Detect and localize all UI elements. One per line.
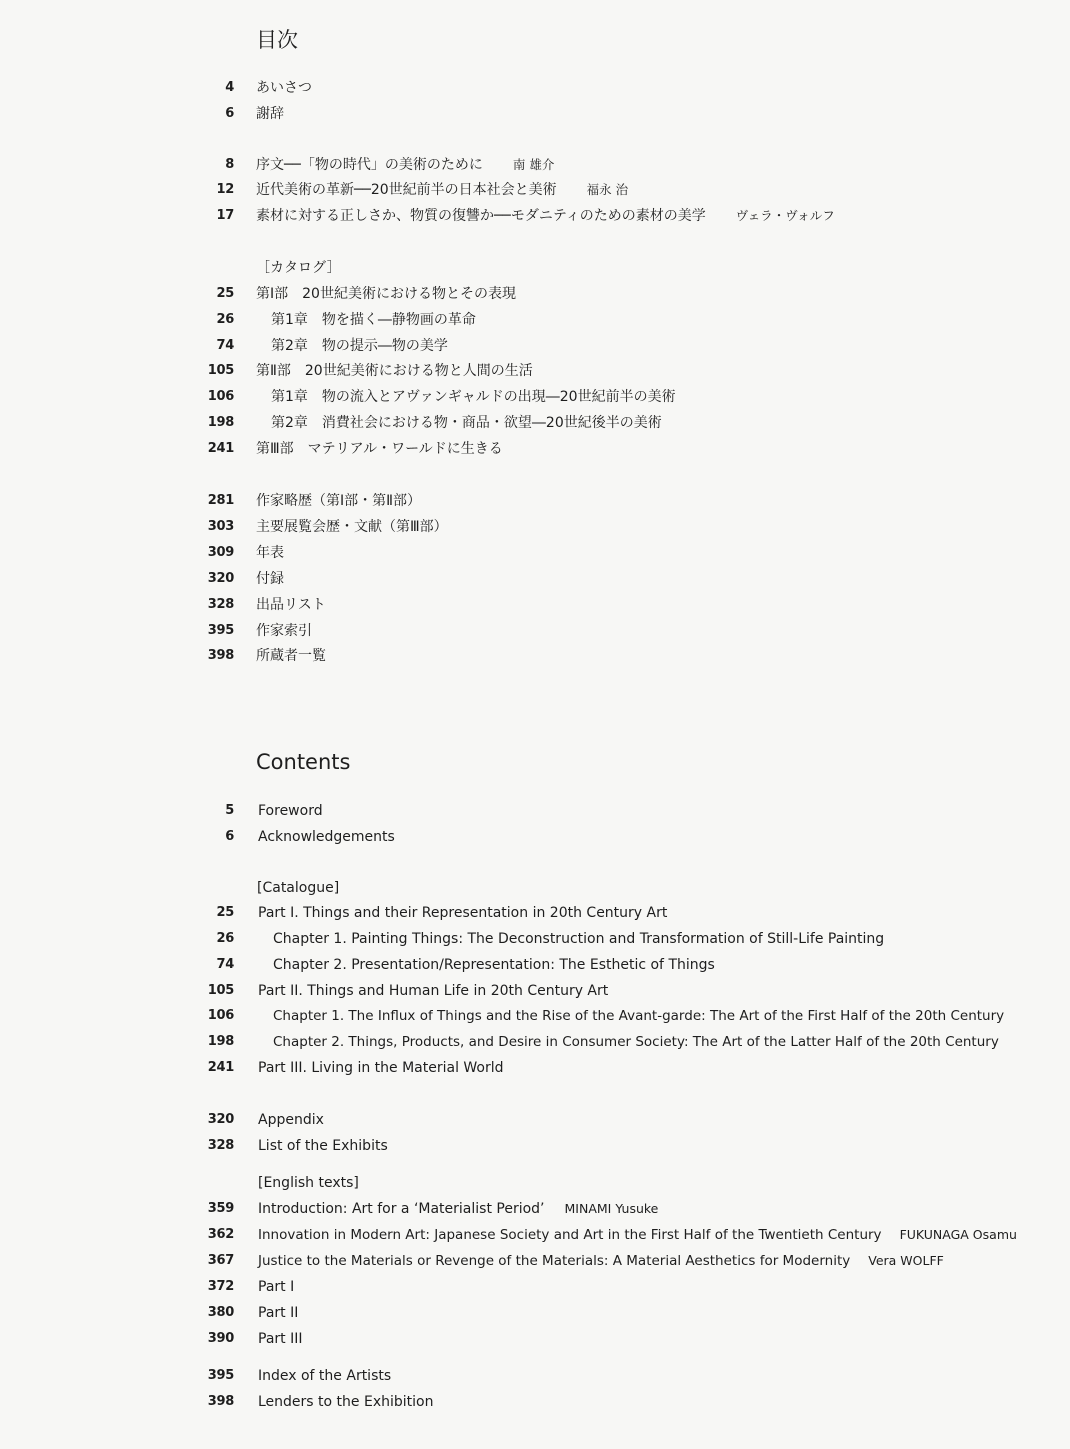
page-number: 395 — [207, 623, 234, 638]
entry-title: Chapter 2. Things, Products, and Desire in Consumer Society: The Art of the Latter Half of the 20th Century — [273, 1034, 999, 1050]
entry-title: Part I — [258, 1279, 295, 1295]
toc-entry[interactable] — [0, 801, 1070, 821]
entry-title: Part III. Living in the Material World — [258, 1060, 504, 1076]
entry-title: 第2章 物の提示―物の美学 — [271, 338, 448, 354]
page-number: 198 — [207, 1034, 234, 1049]
entry-author: 南 雄介 — [512, 157, 555, 172]
entry-author: ヴェラ・ヴォルフ — [735, 208, 835, 223]
toc-entry[interactable] — [0, 1329, 1070, 1349]
entry-title: Chapter 1. The Influx of Things and the Rise of the Avant-garde: The Art of the First Half of the 20th Century — [273, 1008, 1005, 1024]
entry-author: FUKUNAGA Osamu — [899, 1227, 1017, 1242]
page-number: 309 — [207, 545, 234, 560]
toc-entry[interactable] — [0, 336, 1070, 356]
page-number: 398 — [207, 1394, 234, 1409]
page-number: 395 — [207, 1368, 234, 1383]
entry-title: 所蔵者一覧 — [256, 648, 326, 664]
entry-title: 年表 — [256, 545, 284, 561]
entry-title: Introduction: Art for a ‘Materialist Period’ MINAMI Yusuke — [258, 1201, 659, 1217]
toc-entry[interactable] — [0, 827, 1070, 847]
entry-title: List of the Exhibits — [258, 1138, 388, 1154]
entry-author: 福永 治 — [586, 182, 629, 197]
catalogue-label-en: [Catalogue] — [257, 880, 340, 896]
entry-title: Acknowledgements — [258, 829, 395, 845]
entry-title: Part III — [258, 1331, 303, 1347]
page-number: 25 — [216, 905, 234, 920]
page-number: 362 — [207, 1227, 234, 1242]
entry-title: Lenders to the Exhibition — [258, 1394, 434, 1410]
toc-entry[interactable] — [0, 1110, 1070, 1130]
page-number: 359 — [207, 1201, 234, 1216]
entry-title: Innovation in Modern Art: Japanese Society and Art in the First Half of the Twentieth Century FUKUNAGA Osamu — [258, 1227, 1017, 1243]
toc-entry[interactable] — [0, 1303, 1070, 1323]
entry-title: Chapter 2. Presentation/Representation: The Esthetic of Things — [273, 957, 715, 973]
page-number: 8 — [225, 157, 234, 172]
entry-title: 序文──「物の時代」の美術のために 南 雄介 — [256, 157, 555, 173]
page-number: 4 — [225, 80, 234, 95]
toc-entry[interactable] — [0, 1251, 1070, 1271]
toc-entry[interactable] — [0, 595, 1070, 615]
entry-title: 第Ⅱ部 20世紀美術における物と人間の生活 — [256, 363, 533, 379]
entry-title: あいさつ — [256, 80, 312, 96]
entry-title: Chapter 1. Painting Things: The Deconstruction and Transformation of Still-Life Painting — [273, 931, 885, 947]
entry-title: 第Ⅲ部 マテリアル・ワールドに生きる — [256, 441, 503, 457]
page-number: 105 — [207, 983, 234, 998]
page-number: 106 — [207, 1008, 234, 1023]
entry-title: 謝辞 — [256, 106, 284, 122]
english-texts-label: [English texts] — [258, 1175, 359, 1191]
toc-entry[interactable] — [0, 621, 1070, 641]
toc-entry[interactable] — [0, 104, 1070, 124]
page-number: 74 — [216, 338, 234, 353]
toc-entry[interactable] — [0, 1277, 1070, 1297]
page-number: 25 — [216, 286, 234, 301]
page-number: 320 — [207, 571, 234, 586]
toc-entry[interactable] — [0, 1032, 1070, 1052]
entry-title: 第2章 消費社会における物・商品・欲望―20世紀後半の美術 — [271, 415, 662, 431]
toc-entry[interactable] — [0, 180, 1070, 200]
toc-entry[interactable] — [0, 903, 1070, 923]
toc-entry[interactable] — [0, 646, 1070, 666]
entry-title: Foreword — [258, 803, 323, 819]
entry-title: 主要展覧会歴・文献（第Ⅲ部） — [256, 519, 448, 535]
catalogue-label-ja: ［カタログ］ — [256, 260, 341, 276]
page-number: 12 — [216, 182, 234, 197]
entry-title: 付録 — [256, 571, 284, 587]
page-number: 74 — [216, 957, 234, 972]
toc-entry[interactable] — [0, 981, 1070, 1001]
toc-entry[interactable] — [0, 310, 1070, 330]
toc-entry[interactable] — [0, 929, 1070, 949]
toc-entry[interactable] — [0, 78, 1070, 98]
entry-title: Part II. Things and Human Life in 20th Century Art — [258, 983, 609, 999]
toc-entry[interactable] — [0, 1392, 1070, 1412]
page-number: 328 — [207, 1138, 234, 1153]
entry-author: Vera WOLFF — [868, 1253, 944, 1268]
entry-title: 作家索引 — [256, 623, 312, 639]
toc-entry[interactable] — [0, 206, 1070, 226]
page-number: 26 — [216, 931, 234, 946]
page-number: 367 — [207, 1253, 234, 1268]
entry-title: 出品リスト — [256, 597, 326, 613]
page-number: 390 — [207, 1331, 234, 1346]
entry-title: Part I. Things and their Representation in 20th Century Art — [258, 905, 668, 921]
toc-entry[interactable] — [0, 361, 1070, 381]
entry-title: Part II — [258, 1305, 299, 1321]
page-number: 241 — [207, 441, 234, 456]
toc-entry[interactable] — [0, 1006, 1070, 1026]
entry-title: 第1章 物の流入とアヴァンギャルドの出現―20世紀前半の美術 — [271, 389, 676, 405]
page-number: 328 — [207, 597, 234, 612]
entry-title: Appendix — [258, 1112, 324, 1128]
page-number: 106 — [207, 389, 234, 404]
toc-entry[interactable] — [0, 517, 1070, 537]
page-number: 105 — [207, 363, 234, 378]
page-number: 281 — [207, 493, 234, 508]
toc-entry[interactable] — [0, 1366, 1070, 1386]
entry-title: 第Ⅰ部 20世紀美術における物とその表現 — [256, 286, 516, 302]
toc-entry[interactable] — [0, 569, 1070, 589]
page-number: 372 — [207, 1279, 234, 1294]
page-number: 6 — [225, 829, 234, 844]
english-heading: Contents — [256, 750, 351, 774]
page-number: 398 — [207, 648, 234, 663]
toc-entry[interactable] — [0, 284, 1070, 304]
page-number: 26 — [216, 312, 234, 327]
toc-entry[interactable] — [0, 387, 1070, 407]
entry-title: Index of the Artists — [258, 1368, 392, 1384]
entry-title: 第1章 物を描く―静物画の革命 — [271, 312, 476, 328]
toc-entry[interactable] — [0, 155, 1070, 175]
toc-entry[interactable] — [0, 1199, 1070, 1219]
page-number: 380 — [207, 1305, 234, 1320]
entry-title: 近代美術の革新──20世紀前半の日本社会と美術 福永 治 — [256, 182, 629, 198]
page-number: 303 — [207, 519, 234, 534]
entry-title: 素材に対する正しさか、物質の復讐か──モダニティのための素材の美学 ヴェラ・ヴォルフ — [256, 208, 835, 224]
entry-title: 作家略歴（第Ⅰ部・第Ⅱ部） — [256, 493, 422, 509]
toc-entry[interactable] — [0, 955, 1070, 975]
page-number: 320 — [207, 1112, 234, 1127]
page-number: 17 — [216, 208, 234, 223]
toc-entry[interactable] — [0, 1136, 1070, 1156]
toc-entry[interactable] — [0, 1225, 1070, 1245]
toc-entry[interactable] — [0, 543, 1070, 563]
page-number: 241 — [207, 1060, 234, 1075]
toc-entry[interactable] — [0, 491, 1070, 511]
page-number: 198 — [207, 415, 234, 430]
toc-entry[interactable] — [0, 439, 1070, 459]
page-number: 6 — [225, 106, 234, 121]
entry-author: MINAMI Yusuke — [564, 1201, 659, 1216]
entry-title: Justice to the Materials or Revenge of the Materials: A Material Aesthetics for Modernity Vera WOLFF — [258, 1253, 944, 1269]
toc-entry[interactable] — [0, 413, 1070, 433]
page-number: 5 — [225, 803, 234, 818]
japanese-heading: 目次 — [256, 28, 298, 52]
toc-entry[interactable] — [0, 1058, 1070, 1078]
